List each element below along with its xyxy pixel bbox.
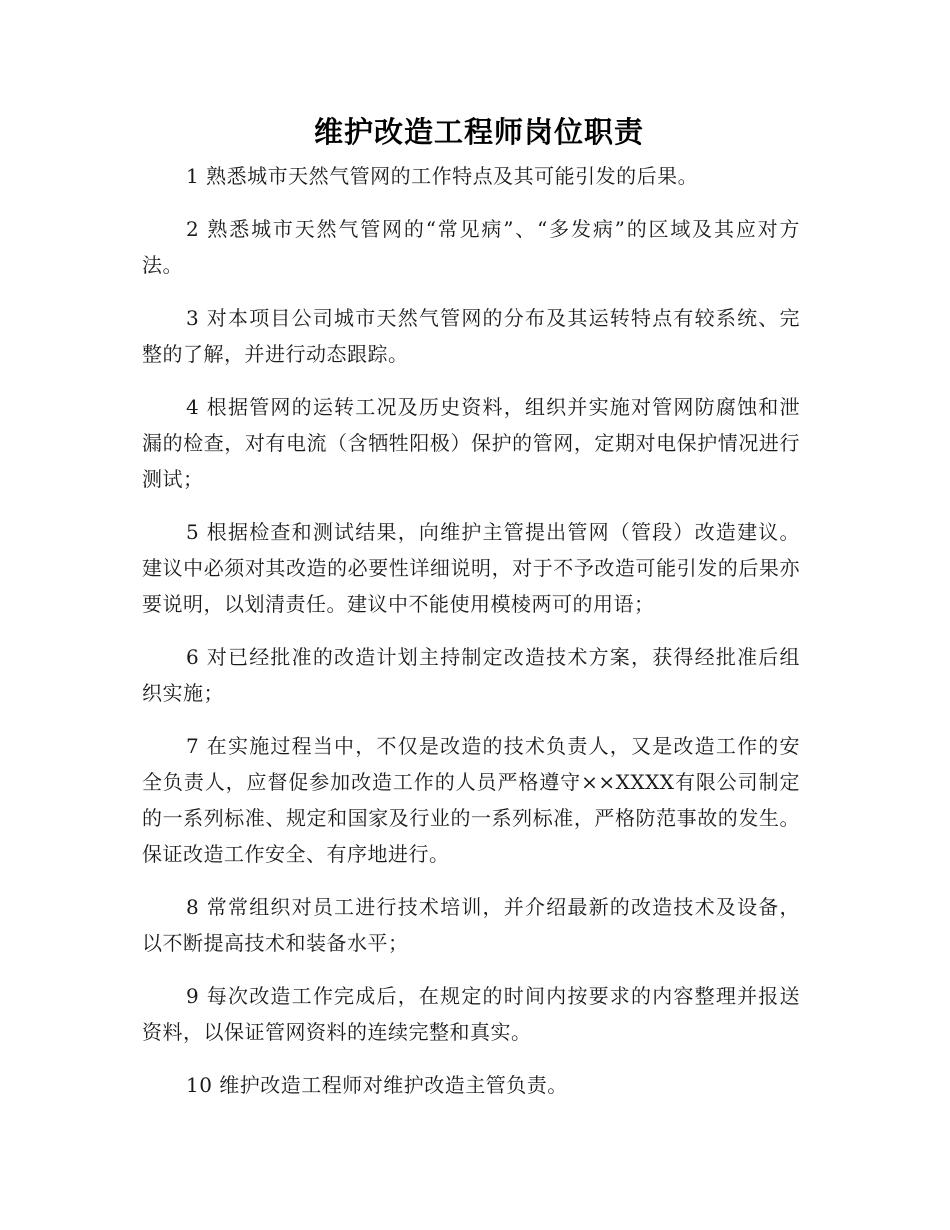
paragraph-3: 3 对本项目公司城市天然气管网的分布及其运转特点有较系统、完整的了解，并进行动态跟踪。 <box>142 306 800 366</box>
document-body <box>142 158 800 1103</box>
paragraph-10: 10 维护改造工程师对维护改造主管负责。 <box>186 1073 568 1097</box>
paragraph-5: 5 根据检查和测试结果，向维护主管提出管网（管段）改造建议。建议中必须对其改造的必要性详细说明，对于不予改造可能引发的后果亦要说明，以划清责任。建议中不能使用模棱两可的用语； <box>142 520 800 616</box>
paragraph-9: 9 每次改造工作完成后，在规定的时间内按要求的内容整理并报送资料，以保证管网资料的连续完整和真实。 <box>142 984 800 1044</box>
paragraph-8: 8 常常组织对员工进行技术培训，并介绍最新的改造技术及设备，以不断提高技术和装备水平； <box>142 895 800 955</box>
paragraph-6: 6 对已经批准的改造计划主持制定改造技术方案，获得经批准后组织实施； <box>142 645 800 705</box>
paragraph-1: 1 熟悉城市天然气管网的工作特点及其可能引发的后果。 <box>186 164 699 188</box>
paragraph-7: 7 在实施过程当中，不仅是改造的技术负责人，又是改造工作的安全负责人，应督促参加改造工作的人员严格遵守××XXXX有限公司制定的一系列标准、规定和国家及行业的一系列标准，严格防范事故的发生。保证改造工作安全、有序地进行。 <box>142 734 800 866</box>
paragraph-2: 2 熟悉城市天然气管网的“常见病”、“多发病”的区域及其应对方法。 <box>142 217 800 277</box>
document-title: 维护改造工程师岗位职责 <box>313 115 644 149</box>
paragraph-4: 4 根据管网的运转工况及历史资料，组织并实施对管网防腐蚀和泄漏的检查，对有电流（含牺牲阳极）保护的管网，定期对电保护情况进行测试； <box>142 395 800 491</box>
